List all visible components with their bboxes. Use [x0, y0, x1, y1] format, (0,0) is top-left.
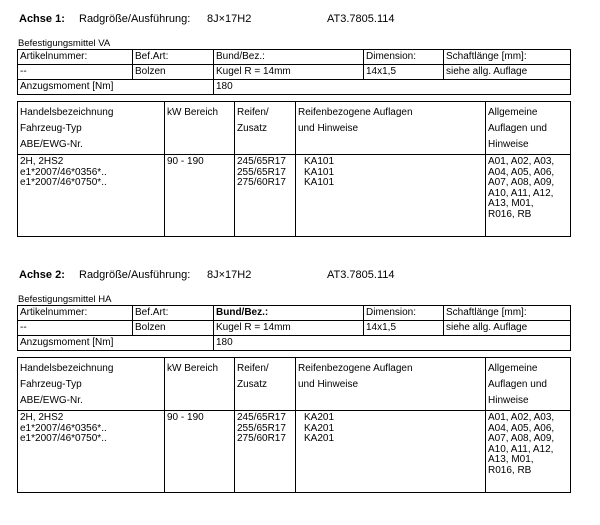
general-header	[486, 102, 571, 155]
article-value: --	[18, 321, 133, 336]
kw-header	[165, 102, 235, 155]
general-header-line: Allgemeine	[488, 107, 538, 118]
kw-header	[165, 358, 235, 411]
dimension-header: Dimension:	[364, 50, 444, 65]
general-header-line: Hinweise	[488, 395, 529, 406]
kw-header-text: kW Bereich	[167, 107, 219, 118]
fixing-caption: Befestigungsmittel HA	[18, 294, 112, 305]
general-cell	[486, 411, 571, 493]
tyre-notes-header	[296, 102, 486, 155]
tyres-header	[235, 358, 296, 411]
article-header: Artikelnummer:	[18, 50, 133, 65]
shaft-value: siehe allg. Auflage	[444, 321, 571, 336]
vehicle-table	[17, 357, 571, 493]
tyre-note: KA201	[304, 412, 335, 423]
tyre-size: 245/65R17	[237, 412, 286, 423]
table-row	[18, 155, 571, 237]
torque-row	[18, 336, 571, 351]
type-header: Bef.Art:	[133, 306, 214, 321]
fixing-value-row	[18, 65, 571, 80]
axle-label: Achse 2:	[19, 269, 65, 281]
trade-cell	[18, 411, 165, 493]
general-header-line: Allgemeine	[488, 363, 538, 374]
general-line: A07, A08, A09,	[488, 177, 555, 188]
tyre-notes-header-line: und Hinweise	[298, 379, 359, 390]
fixing-caption: Befestigungsmittel VA	[18, 38, 111, 49]
trade-line: e1*2007/46*0356*..	[20, 166, 107, 178]
fixing-table	[17, 49, 571, 95]
tyres-header-line: Zusatz	[237, 379, 268, 390]
general-line: A10, A11, A12,	[488, 187, 554, 199]
tyre-size: 275/60R17	[237, 177, 286, 188]
vehicle-table	[17, 101, 571, 237]
axle-label: Achse 1:	[19, 13, 65, 25]
wheel-size-value: 8J×17H2	[207, 269, 252, 281]
general-line: A01, A02, A03,	[488, 156, 555, 167]
wheel-code: AT3.7805.114	[327, 13, 395, 25]
collar-header: Bund/Bez.:	[214, 306, 364, 321]
trade-header-line: ABE/EWG-Nr.	[20, 395, 83, 406]
article-header: Artikelnummer:	[18, 306, 133, 321]
trade-cell	[18, 155, 165, 237]
tyre-note: KA201	[304, 422, 335, 434]
shaft-value: siehe allg. Auflage	[444, 65, 571, 80]
torque-label: Anzugsmoment [Nm]	[18, 80, 214, 95]
tyres-cell	[235, 155, 296, 237]
trade-header	[18, 358, 165, 411]
tyre-notes-cell	[296, 155, 486, 237]
kw-cell	[165, 411, 235, 493]
general-line: R016, RB	[488, 208, 532, 220]
trade-header-line: Handelsbezeichnung	[20, 107, 114, 118]
tyre-note: KA201	[304, 433, 335, 444]
torque-row	[18, 80, 571, 95]
torque-label: Anzugsmoment [Nm]	[18, 336, 214, 351]
tyre-note: KA101	[304, 156, 335, 167]
wheel-size-value: 8J×17H2	[207, 13, 252, 25]
dimension-header: Dimension:	[364, 306, 444, 321]
torque-value: 180	[214, 80, 571, 95]
vehicle-header-row	[18, 358, 571, 411]
tyre-notes-header-line: und Hinweise	[298, 123, 359, 134]
trade-line: e1*2007/46*0750*..	[20, 433, 107, 444]
wheel-code: AT3.7805.114	[327, 269, 395, 281]
kw-value: 90 - 190	[167, 412, 204, 423]
type-value: Bolzen	[133, 65, 214, 80]
tyre-notes-header	[296, 358, 486, 411]
kw-cell	[165, 155, 235, 237]
trade-line: 2H, 2HS2	[20, 156, 64, 167]
general-line: A01, A02, A03,	[488, 412, 555, 423]
type-value: Bolzen	[133, 321, 214, 336]
dimension-value: 14x1,5	[364, 65, 444, 80]
trade-header-line: Fahrzeug-Typ	[20, 379, 82, 390]
tyres-header-line: Zusatz	[237, 123, 268, 134]
trade-header-line: Handelsbezeichnung	[20, 363, 114, 374]
tyres-cell	[235, 411, 296, 493]
general-line: A04, A05, A06,	[488, 166, 555, 178]
dimension-value: 14x1,5	[364, 321, 444, 336]
tyre-notes-cell	[296, 411, 486, 493]
tyre-note: KA101	[304, 166, 335, 178]
collar-value: Kugel R = 14mm	[214, 65, 364, 80]
tyre-notes-header-line: Reifenbezogene Auflagen	[298, 363, 413, 374]
shaft-header: Schaftlänge [mm]:	[444, 50, 571, 65]
kw-value: 90 - 190	[167, 156, 204, 167]
collar-header: Bund/Bez.:	[214, 50, 364, 65]
fixing-value-row	[18, 321, 571, 336]
vehicle-header-row	[18, 102, 571, 155]
general-header-line: Auflagen und	[488, 123, 547, 134]
kw-header-text: kW Bereich	[167, 363, 219, 374]
axle-header	[17, 12, 570, 26]
general-line: A10, A11, A12,	[488, 443, 554, 455]
trade-header-line: ABE/EWG-Nr.	[20, 139, 83, 150]
trade-header-line: Fahrzeug-Typ	[20, 123, 82, 134]
axle-header	[17, 268, 570, 282]
general-cell	[486, 155, 571, 237]
tyres-header-line: Reifen/	[237, 363, 269, 374]
type-header: Bef.Art:	[133, 50, 214, 65]
general-line: R016, RB	[488, 464, 532, 476]
general-header	[486, 358, 571, 411]
torque-value: 180	[214, 336, 571, 351]
tyres-header-line: Reifen/	[237, 107, 269, 118]
trade-line: e1*2007/46*0750*..	[20, 177, 107, 188]
wheel-size-label: Radgröße/Ausführung:	[79, 13, 191, 25]
tyre-size: 255/65R17	[237, 166, 286, 178]
tyre-size: 245/65R17	[237, 156, 286, 167]
tyre-notes-header-line: Reifenbezogene Auflagen	[298, 107, 413, 118]
shaft-header: Schaftlänge [mm]:	[444, 306, 571, 321]
general-line: A13, M01,	[488, 198, 534, 209]
tyre-note: KA101	[304, 177, 335, 188]
general-line: A07, A08, A09,	[488, 433, 555, 444]
article-value: --	[18, 65, 133, 80]
tyres-header	[235, 102, 296, 155]
general-header-line: Hinweise	[488, 139, 529, 150]
tyre-size: 255/65R17	[237, 422, 286, 434]
general-line: A13, M01,	[488, 454, 534, 465]
general-header-line: Auflagen und	[488, 379, 547, 390]
fixing-header-row	[18, 50, 571, 65]
general-line: A04, A05, A06,	[488, 422, 555, 434]
trade-header	[18, 102, 165, 155]
wheel-size-label: Radgröße/Ausführung:	[79, 269, 191, 281]
axle-1-section	[17, 12, 570, 237]
collar-value: Kugel R = 14mm	[214, 321, 364, 336]
fixing-header-row	[18, 306, 571, 321]
tyre-size: 275/60R17	[237, 433, 286, 444]
axle-2-section	[17, 268, 570, 493]
fixing-table	[17, 305, 571, 351]
trade-line: e1*2007/46*0356*..	[20, 422, 107, 434]
table-row	[18, 411, 571, 493]
trade-line: 2H, 2HS2	[20, 412, 64, 423]
